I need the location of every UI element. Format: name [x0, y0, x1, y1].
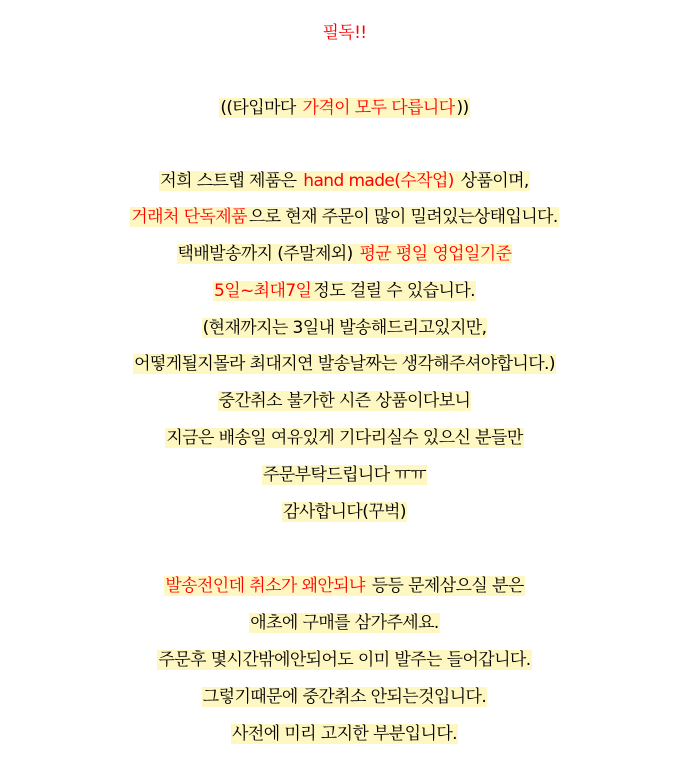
notice-line-12: [0, 612, 689, 634]
line-5-text: (현재까지는 3일내 발송해드리고있지만,: [202, 318, 487, 338]
line-15-text: 사전에 미리 고지한 부분입니다.: [232, 724, 457, 744]
notice-line-2: [0, 206, 689, 228]
notice-line-1: [0, 170, 689, 192]
price-note-prefix: ((타입마다: [220, 98, 301, 118]
notice-line-14: [0, 686, 689, 708]
line-1-part-c: 상품이며,: [455, 171, 529, 191]
notice-line-6: [0, 353, 689, 375]
line-1-part-a: 저희 스트랩 제품은: [160, 171, 302, 191]
title-text: 필독!!: [322, 23, 367, 43]
line-12-text: 애초에 구매를 삼가주세요.: [250, 613, 439, 633]
line-3-business-days: 평균 평일 영업일기준: [359, 244, 512, 264]
notice-line-4: [0, 280, 689, 302]
line-13-text: 주문후 몇시간밖에안되어도 이미 발주는 들어갑니다.: [158, 650, 531, 670]
line-2-rest: 으로 현재 주문이 많이 밀려있는상태입니다.: [248, 207, 558, 227]
line-6-text: 어떻게될지몰라 최대지연 발송날짜는 생각해주셔야합니다.): [134, 354, 555, 374]
notice-line-9: [0, 464, 689, 486]
notice-title: [0, 22, 689, 44]
notice-line-5: [0, 317, 689, 339]
line-10-text: 감사합니다(꾸벅): [283, 502, 406, 522]
line-8-text: 지금은 배송일 여유있게 기다리실수 있으신 분들만: [166, 428, 523, 448]
line-4-rest: 정도 걸릴 수 있습니다.: [313, 281, 475, 301]
notice-line-11: [0, 575, 689, 597]
price-note-emphasis: 가격이 모두 다릅니다: [302, 98, 455, 118]
line-1-handmade: hand made(수작업): [303, 171, 454, 191]
notice-line-8: [0, 427, 689, 449]
line-4-days: 5일~최대7일: [214, 281, 312, 301]
line-3-part-a: 택배발송까지 (주말제외): [177, 244, 358, 264]
notice-line-10: [0, 501, 689, 523]
notice-line-13: [0, 649, 689, 671]
line-2-exclusive: 거래처 단독제품: [131, 207, 247, 227]
notice-line-7: [0, 390, 689, 412]
price-note-suffix: )): [456, 98, 469, 118]
notice-line-15: [0, 723, 689, 745]
line-14-text: 그렇기때문에 중간취소 안되는것입니다.: [202, 687, 487, 707]
line-11-emphasis: 발송전인데 취소가 왜안되냐: [165, 576, 365, 596]
notice-line-3: [0, 243, 689, 265]
line-9-text: 주문부탁드립니다 ㅠㅠ: [262, 465, 427, 485]
line-7-text: 중간취소 불가한 시즌 상품이다보니: [218, 391, 471, 411]
price-note-line: [0, 97, 689, 119]
line-11-rest: 등등 문제삼으실 분은: [366, 576, 524, 596]
